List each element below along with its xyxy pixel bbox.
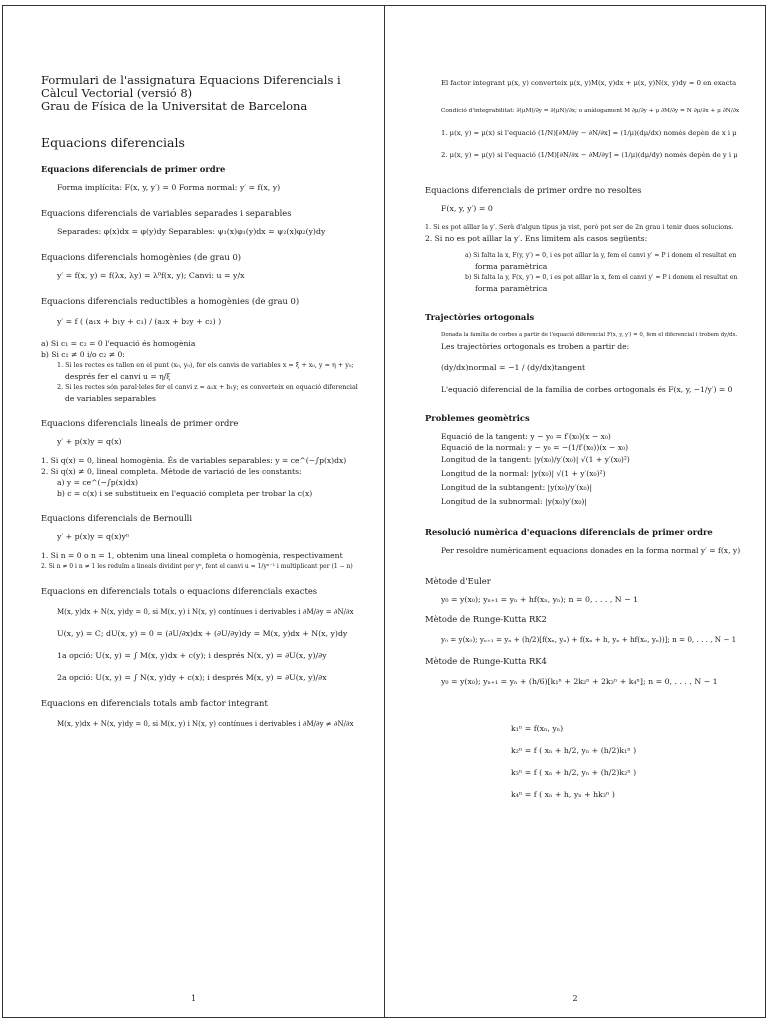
reducible-case-b1-line2: després fer el canvi u = η/ξ xyxy=(65,372,171,381)
reducible-case-b2-line2: de variables separables xyxy=(65,394,156,403)
orthogonal-line-1: Donada la família de corbes a partir de l'equació diferencial F(x, y, y′) = 0, fem el diferencial i trobem dy/dx. xyxy=(441,332,738,338)
unsolved-case-b-line2: forma paramètrica xyxy=(475,284,548,293)
equation-first-order-forms: Forma implícita: F(x, y, y′) = 0 Forma normal: y′ = f(x, y) xyxy=(57,183,281,192)
subsection-orthogonal: Trajectòries ortogonals xyxy=(425,312,535,322)
subsection-euler: Mètode d'Euler xyxy=(425,576,491,586)
equation-exact-condition: M(x, y)dx + N(x, y)dy = 0, si M(x, y) i N(x, y) contínues i derivables i ∂M/∂y = ∂N/∂x xyxy=(57,608,354,616)
geometric-normal-length: Longitud de la normal: |y(x₀)| √(1 + y′(x₀)²) xyxy=(441,469,606,478)
reducible-case-b2-line1: 2. Si les rectes són paral·leles fer el canvi z = a₁x + b₁y; es converteix en equació diferencial xyxy=(57,383,358,391)
page-2 xyxy=(384,5,766,1018)
subsection-numerical: Resolució numèrica d'equacions diferencials de primer ordre xyxy=(425,527,713,537)
equation-bernoulli: y′ + p(x)y = q(x)yⁿ xyxy=(57,532,130,541)
geometric-normal-eq: Equació de la normal: y − y₀ = −(1/f′(x₀))(x − x₀) xyxy=(441,443,629,452)
subsection-rk4: Mètode de Runge-Kutta RK4 xyxy=(425,656,547,666)
subsection-first-order: Equacions diferencials de primer ordre xyxy=(41,164,226,174)
geometric-subtangent-length: Longitud de la subtangent: |y(x₀)/y′(x₀)| xyxy=(441,483,593,492)
reducible-case-b: b) Si c₁ ≠ 0 i/o c₂ ≠ 0: xyxy=(41,350,125,359)
geometric-subnormal-length: Longitud de la subnormal: |y(x₀)y′(x₀)| xyxy=(441,497,587,506)
subsection-integrating-factor: Equacions en diferencials totals amb factor integrant xyxy=(41,698,268,708)
equation-exact-option-2: 2a opció: U(x, y) = ∫ N(x, y)dy + c(x); i després M(x, y) = ∂U(x, y)/∂x xyxy=(57,673,327,682)
unsolved-case-a-line2: forma paramètrica xyxy=(475,262,548,271)
geometric-tangent-length: Longitud de la tangent: |y(x₀)/y′(x₀)| √(1 + y′(x₀)²) xyxy=(441,455,630,464)
subsection-unsolved: Equacions diferencials de primer ordre no resoltes xyxy=(425,185,642,195)
equation-euler: y₀ = y(x₀); yₙ₊₁ = yₙ + hf(xₙ, yₙ); n = 0, . . . , N − 1 xyxy=(441,595,639,604)
subsection-reducible-homogeneous: Equacions diferencials reductibles a homogènies (de grau 0) xyxy=(41,296,300,306)
integrating-factor-case-x: 1. μ(x, y) = μ(x) si l'equació (1/N)[∂M/∂y − ∂N/∂x] = (1/μ)(dμ/dx) només depèn de x i μ xyxy=(441,129,737,137)
document-title-line-2: Grau de Física de la Universitat de Barcelona xyxy=(41,99,308,113)
equation-linear: y′ + p(x)y = q(x) xyxy=(57,437,122,446)
bernoulli-case-1: 1. Si n = 0 o n = 1, obtenim una lineal completa o homogènia, respectivament xyxy=(41,551,343,560)
orthogonal-equation: (dy/dx)normal = −1 / (dy/dx)tangent xyxy=(441,363,586,372)
subsection-rk2: Mètode de Runge-Kutta RK2 xyxy=(425,614,547,624)
equation-homogeneous: y′ = f(x, y) = f(λx, λy) = λ⁰f(x, y); Canvi: u = y/x xyxy=(57,271,245,280)
equation-unsolved: F(x, y, y′) = 0 xyxy=(441,204,493,213)
orthogonal-line-2: Les trajectòries ortogonals es troben a partir de: xyxy=(441,342,630,351)
linear-case-2: 2. Si q(x) ≠ 0, lineal completa. Mètode de variació de les constants: xyxy=(41,467,302,476)
subsection-exact: Equacions en diferencials totals o equacions diferencials exactes xyxy=(41,586,318,596)
unsolved-case-a-line1: a) Si falta la x, F(y, y′) = 0, i es pot aïllar la y, fem el canvi y′ = P i donem el resultat en xyxy=(465,252,737,259)
equation-reducible-homogeneous: y′ = f ( (a₁x + b₁y + c₁) / (a₂x + b₂y + c₂) ) xyxy=(57,317,222,326)
page-1 xyxy=(2,5,384,1018)
subsection-homogeneous: Equacions diferencials homogènies (de grau 0) xyxy=(41,252,242,262)
unsolved-case-1: 1. Si es pot aïllar la y′. Serà d'algun tipus ja vist, però pot ser de 2n grau i tenir dues solucions. xyxy=(425,223,734,231)
equation-separable: Separades: φ(x)dx = φ(y)dy Separables: ψ₁(x)φ₁(y)dx = ψ₂(x)φ₂(y)dy xyxy=(57,227,326,236)
linear-case-2a: a) y = ce^(−∫p(x)dx) xyxy=(57,478,138,487)
equation-exact-option-1: 1a opció: U(x, y) = ∫ M(x, y)dx + c(y); i després N(x, y) = ∂U(x, y)/∂y xyxy=(57,651,327,660)
linear-case-2b: b) c = c(x) i se substitueix en l'equació completa per trobar la c(x) xyxy=(57,489,313,498)
subsection-linear: Equacions diferencials lineals de primer ordre xyxy=(41,418,239,428)
rk4-k3: k₃ⁿ = f ( xₙ + h/2, yₙ + (h/2)k₂ⁿ ) xyxy=(511,768,637,777)
equation-integrating-factor: M(x, y)dx + N(x, y)dy = 0, si M(x, y) i N(x, y) contínues i derivables i ∂M/∂y ≠ ∂N/∂x xyxy=(57,720,354,728)
integrating-factor-intro: El factor integrant μ(x, y) converteix μ(x, y)M(x, y)dx + μ(x, y)N(x, y)dy = 0 en exacta xyxy=(441,79,737,87)
document-title-line-1: Formulari de l'assignatura Equacions Diferencials i Càlcul Vectorial (versió 8) xyxy=(41,73,341,100)
integrating-factor-case-y: 2. μ(x, y) = μ(y) si l'equació (1/M)[∂N/∂x − ∂M/∂y] = (1/μ)(dμ/dy) només depèn de y i μ xyxy=(441,151,738,159)
reducible-case-a: a) Si c₁ = c₂ = 0 l'equació és homogènia xyxy=(41,339,196,348)
unsolved-case-b-line1: b) Si falta la y, F(x, y′) = 0, i es pot aïllar la x, fem el canvi y′ = P i donem el resultat en xyxy=(465,274,738,281)
section-title: Equacions diferencials xyxy=(41,135,185,150)
rk4-coefficients xyxy=(425,723,741,801)
unsolved-case-2: 2. Si no es pot aïllar la y′. Ens limitem als casos següents: xyxy=(425,234,648,243)
integrability-condition: Condició d'integrabilitat: ∂(μM)/∂y = ∂(μN)/∂x; o anàlogament M ∂μ/∂y + μ ∂M/∂y = N ∂μ/∂x + μ ∂N/∂x xyxy=(441,108,740,114)
page-1-content xyxy=(41,74,360,740)
rk4-k1: k₁ⁿ = f(xₙ, yₙ) xyxy=(511,724,564,733)
equation-rk4: y₀ = y(x₀); yₙ₊₁ = yₙ + (h/6)[k₁ⁿ + 2k₂ⁿ + 2k₃ⁿ + k₄ⁿ]; n = 0, . . . , N − 1 xyxy=(441,677,718,686)
reducible-case-b1-line1: 1. Si les rectes es tallen en el punt (x₀, y₀), fer els canvis de variables x = ξ + x₀, y = η + y₀; xyxy=(57,361,354,369)
subsection-geometric: Problemes geomètrics xyxy=(425,413,530,423)
page-2-content xyxy=(425,78,741,808)
subsection-bernoulli: Equacions diferencials de Bernoulli xyxy=(41,513,193,523)
subsection-separable: Equacions diferencials de variables separades i separables xyxy=(41,208,292,218)
equation-exact-potential: U(x, y) = C; dU(x, y) = 0 = (∂U/∂x)dx + (∂U/∂y)dy = M(x, y)dx + N(x, y)dy xyxy=(57,629,348,638)
page-number: 1 xyxy=(190,994,197,1003)
equation-rk2: y₀ = y(x₀); yₙ₊₁ = yₙ + (h/2)[f(xₙ, yₙ) + f(xₙ + h, yₙ + hf(xₙ, yₙ))]; n = 0, . . . , N − 1 xyxy=(441,635,737,644)
rk4-k2: k₂ⁿ = f ( xₙ + h/2, yₙ + (h/2)k₁ⁿ ) xyxy=(511,746,637,755)
orthogonal-line-3: L'equació diferencial de la família de corbes ortogonals és F(x, y, −1/y′) = 0 xyxy=(441,385,733,394)
geometric-tangent-eq: Equació de la tangent: y − y₀ = f′(x₀)(x − x₀) xyxy=(441,432,611,441)
bernoulli-case-2: 2. Si n ≠ 0 i n ≠ 1 les reduïm a lineals dividint per yⁿ, fent el canvi u = 1/yⁿ⁻¹ i multiplicant per (1 − n) xyxy=(41,563,353,570)
numerical-intro: Per resoldre numèricament equacions donades en la forma normal y′ = f(x, y) xyxy=(441,546,741,555)
linear-case-1: 1. Si q(x) = 0, lineal homogènia. És de variables separables: y = ce^(−∫p(x)dx) xyxy=(41,456,347,465)
rk4-k4: k₄ⁿ = f ( xₙ + h, yₙ + hk₃ⁿ ) xyxy=(511,790,615,799)
page-number: 2 xyxy=(572,994,578,1003)
